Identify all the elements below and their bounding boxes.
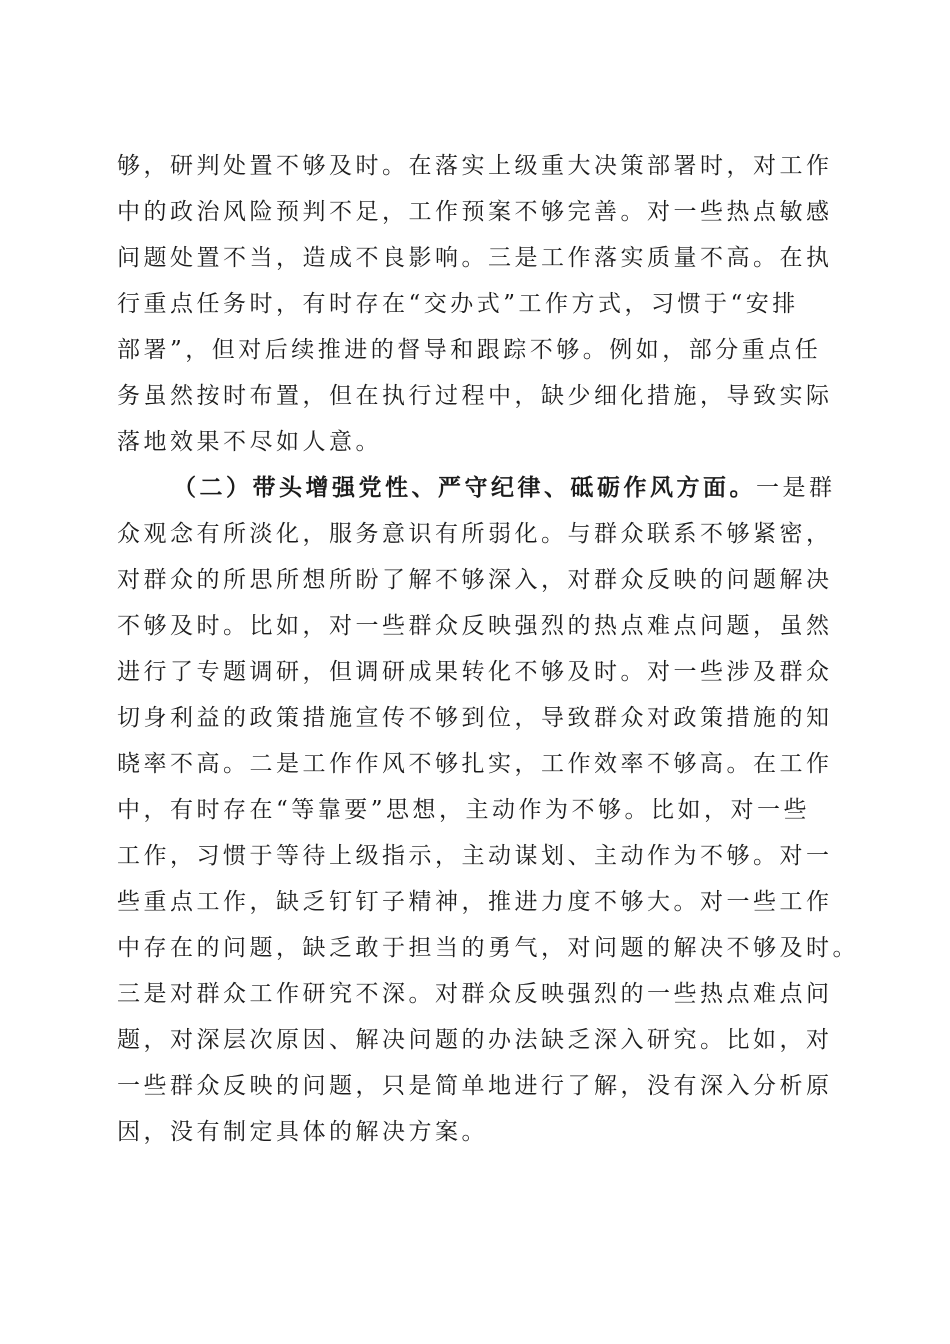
paragraph-line: 题，对深层次原因、解决问题的办法缺乏深入研究。比如，对 (117, 1027, 833, 1053)
paragraph-line: 晓率不高。二是工作作风不够扎实，工作效率不够高。在工作 (117, 751, 833, 777)
section-heading-continuation: 一是群 (756, 475, 836, 501)
section-heading: （二）带头增强党性、严守纪律、砥砺作风方面。 (173, 474, 756, 501)
paragraph-line: 部署”，但对后续推进的督导和跟踪不够。例如，部分重点任 (117, 337, 822, 363)
paragraph-line: 些重点工作，缺乏钉钉子精神，推进力度不够大。对一些工作 (117, 889, 833, 915)
paragraph-line: 中存在的问题，缺乏敢于担当的勇气，对问题的解决不够及时。 (117, 935, 859, 961)
paragraph-line: 因，没有制定具体的解决方案。 (117, 1119, 488, 1145)
paragraph-line: 众观念有所淡化，服务意识有所弱化。与群众联系不够紧密， (117, 521, 833, 547)
paragraph-line: 行重点任务时，有时存在“交办式”工作方式，习惯于“安排 (117, 291, 799, 317)
paragraph-line: 中的政治风险预判不足，工作预案不够完善。对一些热点敏感 (117, 199, 833, 225)
paragraph-line: 中，有时存在“等靠要”思想，主动作为不够。比如，对一些 (117, 797, 811, 823)
section-heading-line (117, 465, 837, 511)
paragraph-line: 对群众的所思所想所盼了解不够深入，对群众反映的问题解决 (117, 567, 833, 593)
paragraph-line: 工作，习惯于等待上级指示，主动谋划、主动作为不够。对一 (117, 843, 833, 869)
paragraph-line: 切身利益的政策措施宣传不够到位，导致群众对政策措施的知 (117, 705, 833, 731)
paragraph-line: 进行了专题调研，但调研成果转化不够及时。对一些涉及群众 (117, 659, 833, 685)
paragraph-line: 不够及时。比如，对一些群众反映强烈的热点难点问题，虽然 (117, 613, 833, 639)
paragraph-line: 问题处置不当，造成不良影响。三是工作落实质量不高。在执 (117, 245, 833, 271)
paragraph-line: 够，研判处置不够及时。在落实上级重大决策部署时，对工作 (117, 153, 833, 179)
document-body (117, 143, 859, 1155)
paragraph-line: 务虽然按时布置，但在执行过程中，缺少细化措施，导致实际 (117, 383, 833, 409)
paragraph-line: 一些群众反映的问题，只是简单地进行了解，没有深入分析原 (117, 1073, 833, 1099)
paragraph-line: 三是对群众工作研究不深。对群众反映强烈的一些热点难点问 (117, 981, 833, 1007)
paragraph-line: 落地效果不尽如人意。 (117, 429, 382, 455)
